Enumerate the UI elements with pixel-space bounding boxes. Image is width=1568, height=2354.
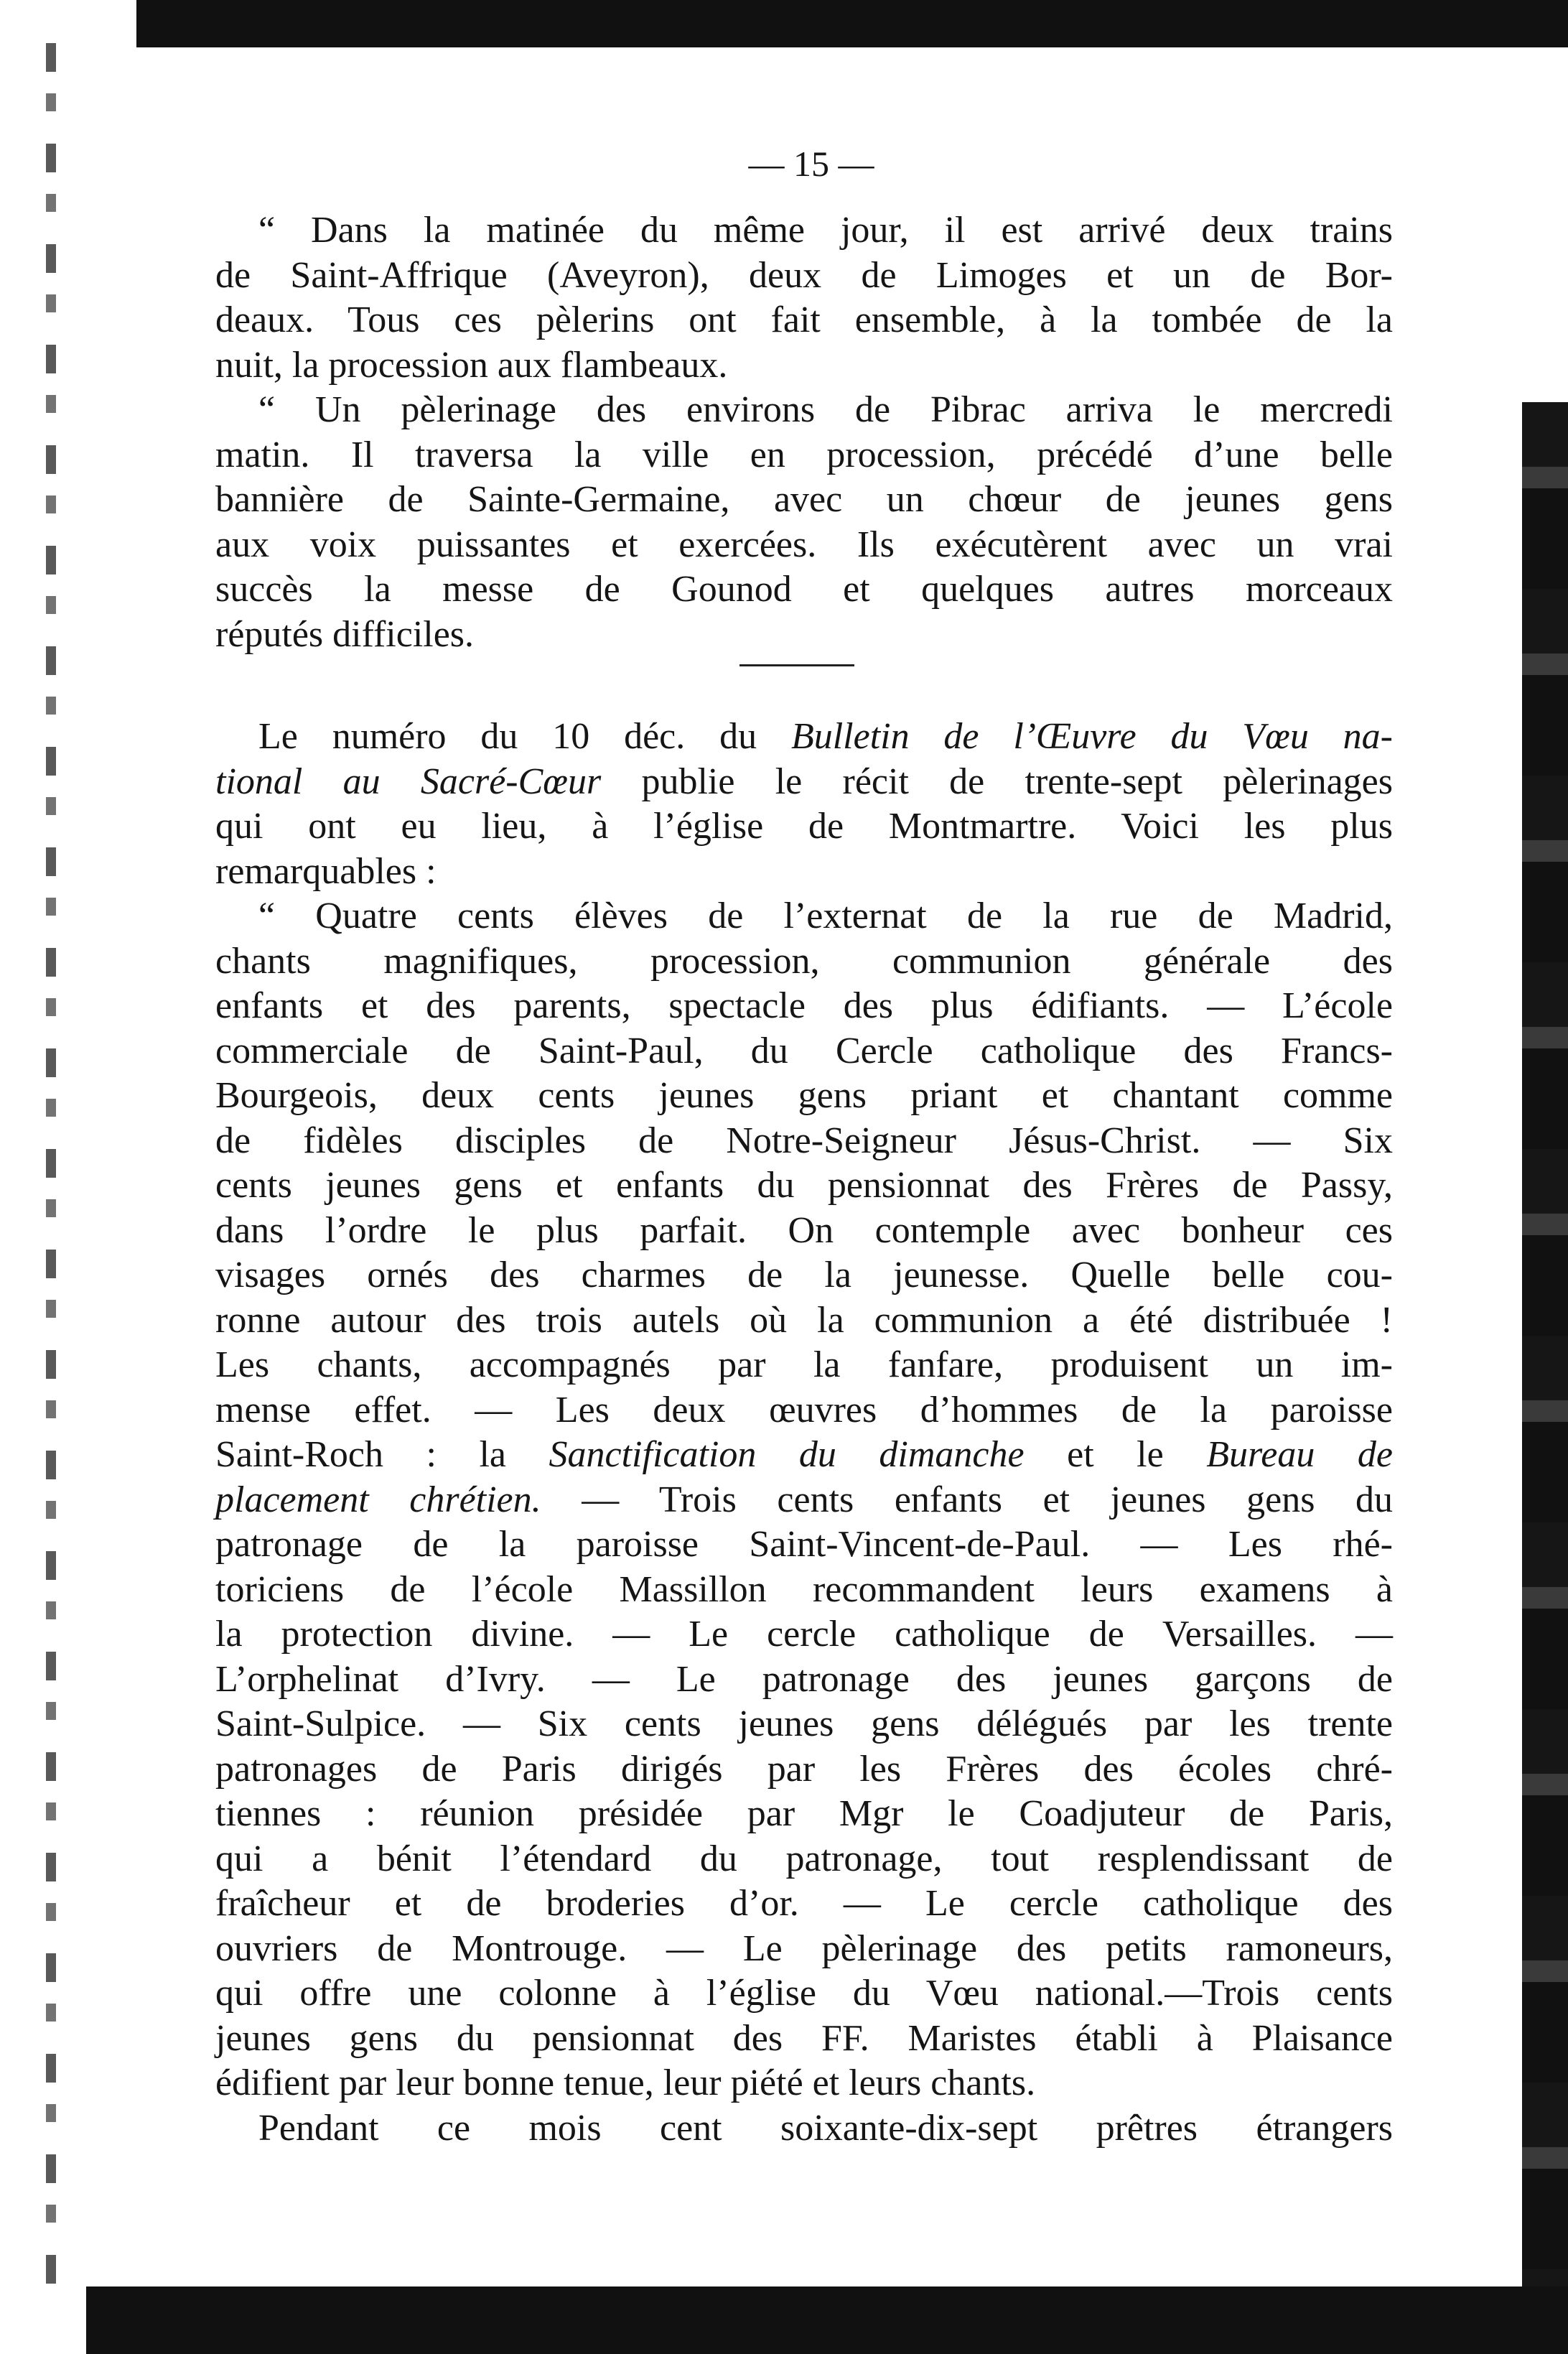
- text-line: visages ornés des charmes de la jeunesse. Quelle belle cou-: [215, 1255, 1393, 1295]
- paragraph-3: [215, 715, 1393, 894]
- text-line: Saint-Sulpice. — Six cents jeunes gens délégués par les trente: [215, 1703, 1393, 1744]
- text-line: de Saint-Affrique (Aveyron), deux de Limoges et un de Bor-: [215, 254, 1393, 296]
- work-title: Sanctification du dimanche: [549, 1434, 1025, 1475]
- text-line: Bourgeois, deux cents jeunes gens priant et chantant comme: [215, 1075, 1393, 1116]
- text-line: commerciale de Saint-Paul, du Cercle catholique des Francs-: [215, 1030, 1393, 1071]
- text-line: [215, 1478, 1393, 1523]
- text-line: édifient par leur bonne tenue, leur piété et leurs chants.: [215, 2062, 1036, 2103]
- text-line: aux voix puissantes et exercées. Ils exécutèrent avec un vrai: [215, 524, 1393, 565]
- text-line: Pendant ce mois cent soixante-dix-sept prêtres étrangers: [258, 2107, 1393, 2149]
- text-line: “ Un pèlerinage des environs de Pibrac arriva le mercredi: [258, 389, 1393, 430]
- text-line: Les chants, accompagnés par la fanfare, produisent un im-: [215, 1344, 1393, 1385]
- text-line: “ Quatre cents élèves de l’externat de la rue de Madrid,: [258, 895, 1393, 936]
- paragraph-5: [215, 2106, 1393, 2151]
- text-line: ouvriers de Montrouge. — Le pèlerinage des petits ramoneurs,: [215, 1927, 1393, 1969]
- text-segment: Le numéro du 10 déc. du: [258, 716, 791, 757]
- page-text: [215, 208, 1393, 2151]
- bulletin-title: Bulletin de l’Œuvre du Vœu na-: [790, 716, 1393, 757]
- scan-border-right: [1522, 402, 1568, 2334]
- text-line: matin. Il traversa la ville en procession, précédé d’une belle: [215, 434, 1393, 475]
- page-number: — 15 —: [748, 144, 874, 184]
- text-line: dans l’ordre le plus parfait. On contemple avec bonheur ces: [215, 1209, 1393, 1251]
- text-line: toriciens de l’école Massillon recommandent leurs examens à: [215, 1568, 1393, 1610]
- text-line: nuit, la procession aux flambeaux.: [215, 344, 728, 386]
- text-line: la protection divine. — Le cercle catholique de Versailles. —: [215, 1614, 1393, 1655]
- text-line: enfants et des parents, spectacle des plus édifiants. — L’école: [215, 985, 1393, 1026]
- text-line: [215, 1433, 1393, 1478]
- text-segment: Saint-Roch : la: [215, 1434, 549, 1475]
- text-line: chants magnifiques, procession, communion générale des: [215, 940, 1393, 982]
- text-line: cents jeunes gens et enfants du pensionnat des Frères de Passy,: [215, 1165, 1393, 1206]
- text-line: deaux. Tous ces pèlerins ont fait ensemble, à la tombée de la: [215, 299, 1393, 340]
- text-line: [215, 715, 1393, 760]
- scan-border-bottom: [86, 2286, 1568, 2354]
- text-line: remarquables :: [215, 850, 437, 892]
- text-line: réputés difficiles.: [215, 613, 475, 655]
- text-line: qui ont eu lieu, à l’église de Montmartre. Voici les plus: [215, 806, 1393, 847]
- text-line: jeunes gens du pensionnat des FF. Maristes établi à Plaisance: [215, 2017, 1393, 2059]
- text-segment: publie le récit de trente-sept pèlerinages: [601, 760, 1393, 802]
- paragraph-1: [215, 208, 1393, 388]
- scan-border-top: [136, 0, 1568, 47]
- text-line: succès la messe de Gounod et quelques autres morceaux: [215, 569, 1393, 610]
- work-title: Bureau de: [1206, 1434, 1393, 1475]
- text-line: patronage de la paroisse Saint-Vincent-de-Paul. — Les rhé-: [215, 1524, 1393, 1565]
- section-divider: [739, 664, 854, 666]
- paragraph-4: [215, 894, 1393, 2106]
- text-segment: — Trois cents enfants et jeunes gens du: [541, 1479, 1394, 1520]
- bulletin-title: tional au Sacré-Cœur: [215, 760, 602, 802]
- text-line: ronne autour des trois autels où la communion a été distribuée !: [215, 1299, 1393, 1341]
- paragraph-2: [215, 388, 1393, 657]
- text-line: de fidèles disciples de Notre-Seigneur Jésus-Christ. — Six: [215, 1120, 1393, 1161]
- text-line: tiennes : réunion présidée par Mgr le Coadjuteur de Paris,: [215, 1793, 1393, 1834]
- text-line: mense effet. — Les deux œuvres d’hommes de la paroisse: [215, 1389, 1393, 1430]
- text-line: bannière de Sainte-Germaine, avec un chœur de jeunes gens: [215, 479, 1393, 520]
- scan-border-left: [46, 43, 56, 2291]
- text-line: patronages de Paris dirigés par les Frères des écoles chré-: [215, 1748, 1393, 1790]
- text-line: qui a bénit l’étendard du patronage, tout resplendissant de: [215, 1838, 1393, 1879]
- text-line: fraîcheur et de broderies d’or. — Le cercle catholique des: [215, 1883, 1393, 1924]
- text-line: [215, 760, 1393, 805]
- work-title: placement chrétien.: [215, 1479, 541, 1520]
- text-line: qui offre une colonne à l’église du Vœu national.—Trois cents: [215, 1973, 1393, 2014]
- text-line: “ Dans la matinée du même jour, il est arrivé deux trains: [258, 210, 1393, 251]
- text-line: L’orphelinat d’Ivry. — Le patronage des jeunes garçons de: [215, 1658, 1393, 1700]
- text-segment: et le: [1024, 1434, 1207, 1475]
